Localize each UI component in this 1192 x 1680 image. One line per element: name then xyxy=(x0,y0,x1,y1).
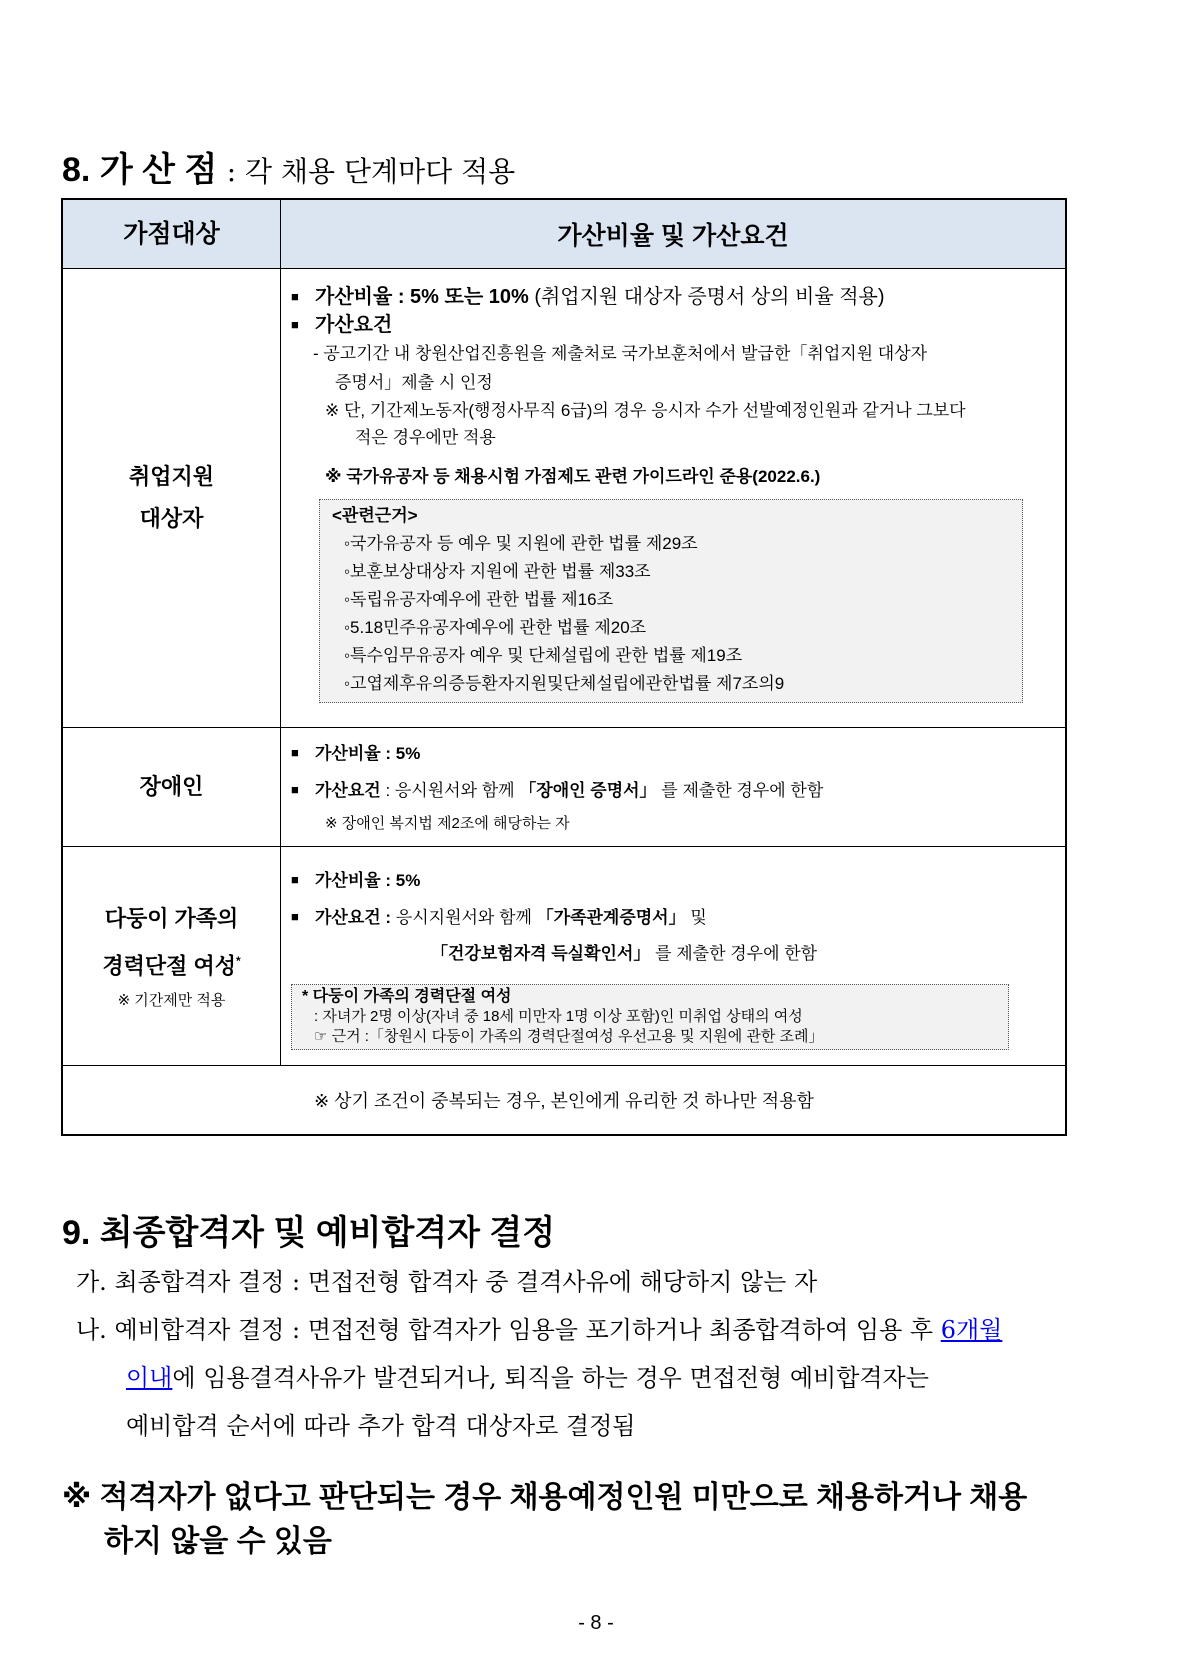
definition-title: * 다둥이 가족의 경력단절 여성 xyxy=(302,988,512,1005)
section-title: 가 산 점 xyxy=(99,151,218,189)
req-label: ■ 가산요건 xyxy=(291,311,1051,339)
item-b-line-1: 나. 예비합격자 결정 : 면접전형 합격자가 임용을 포기하거나 최종합격하여 임용 후 6개월 xyxy=(76,1316,1003,1344)
period-link-part-1[interactable]: 6개월 xyxy=(940,1316,1003,1344)
req-line-1: - 공고기간 내 창원산업진흥원을 제출처로 국가보훈처에서 발급한「취업지원 대상자 xyxy=(313,344,928,363)
criteria-cell xyxy=(281,269,1067,728)
section-9-heading: 9. 최종합격자 및 예비합격자 결정 xyxy=(62,1214,556,1252)
item-a: 가. 최종합격자 결정 : 면접전형 합격자 중 결격사유에 해당하지 않는 자 xyxy=(76,1268,818,1296)
criteria-cell xyxy=(281,728,1067,847)
criteria-cell xyxy=(281,847,1067,1066)
req-line-2: 증명서」제출 시 인정 xyxy=(335,373,493,392)
legal-basis-box xyxy=(319,499,1023,703)
section-number: 8. xyxy=(62,151,91,189)
note-line-1: ※ 단, 기간제노동자(행정사무직 6급)의 경우 응시자 수가 선발예정인원과 같거나 그보다 xyxy=(325,401,966,420)
section-subtitle: : 각 채용 단계마다 적용 xyxy=(226,155,516,188)
table-footer-row xyxy=(62,1066,1066,1136)
ratio-label: ■ 가산비율 : 5% 또는 10% xyxy=(291,286,529,308)
legal-basis-item: ◦고엽제후유의증등환자지원및단체설립에관한법률 제7조의9 xyxy=(344,674,785,693)
legal-basis-title: <관련근거> xyxy=(332,506,418,525)
table-footer-note: ※ 상기 조건이 중복되는 경우, 본인에게 유리한 것 하나만 적용함 xyxy=(62,1066,1066,1136)
warning-note: ※ 적격자가 없다고 판단되는 경우 채용예정인원 미만으로 채용하거나 채용 하지 않을 수 있음 xyxy=(62,1481,1028,1558)
ratio-note: (취업지원 대상자 증명서 상의 비율 적용) xyxy=(534,286,885,308)
disabled-note: ※ 장애인 복지법 제2조에 해당하는 자 xyxy=(325,815,570,832)
req-text-pre: 응시지원서와 함께 xyxy=(395,908,537,927)
section-8-heading xyxy=(62,142,515,191)
req-label: ■ 가산요건 xyxy=(291,781,381,800)
req-text-post: 를 제출한 경우에 한함 xyxy=(661,781,824,800)
item-b-line-2: 이내에 임용결격사유가 발견되거나, 퇴직을 하는 경우 면접전형 예비합격자는 xyxy=(126,1364,929,1392)
bonus-points-table xyxy=(61,198,1067,1136)
req-label: ■ 가산요건 : xyxy=(291,908,391,927)
req-text-bold: 「장애인 증명서」 xyxy=(519,781,657,800)
target-note: ※ 기간제만 적용 xyxy=(117,991,226,1009)
target-cell: 장애인 xyxy=(62,728,281,847)
target-cell: 취업지원 대상자 xyxy=(62,269,281,728)
req-text-post: 를 제출한 경우에 한함 xyxy=(655,944,818,963)
legal-basis-item: ◦국가유공자 등 예우 및 지원에 관한 법률 제29조 xyxy=(344,534,698,553)
header-target: 가점대상 xyxy=(62,199,281,269)
req-text-mid: 및 xyxy=(690,908,707,927)
guideline-note: ※ 국가유공자 등 채용시험 가점제도 관련 가이드라인 준용(2022.6.) xyxy=(325,467,821,486)
table-header-row xyxy=(62,199,1066,269)
definition-box xyxy=(291,984,1009,1050)
note-line-2: 적은 경우에만 적용 xyxy=(355,428,496,447)
table-row-disabled xyxy=(62,728,1066,847)
target-cell: 다둥이 가족의 경력단절 여성* ※ 기간제만 적용 xyxy=(62,847,281,1066)
ratio-label: ■ 가산비율 : 5% xyxy=(291,735,1051,772)
ratio-label: ■ 가산비율 : 5% xyxy=(291,862,1051,899)
legal-basis-item: ◦5.18민주유공자예우에 관한 법률 제20조 xyxy=(344,618,647,637)
req-text-bold-1: 「가족관계증명서」 xyxy=(536,908,686,927)
table-row-multi-child xyxy=(62,847,1066,1066)
legal-basis-item: ◦독립유공자예우에 관한 법률 제16조 xyxy=(344,590,614,609)
legal-basis-item: ◦보훈보상대상자 지원에 관한 법률 제33조 xyxy=(344,562,651,581)
page-number: - 8 - xyxy=(578,1612,614,1634)
req-text-bold-2: 「건강보험자격 득실확인서」 xyxy=(431,944,651,963)
legal-basis-item: ◦특수임무유공자 예우 및 단체설립에 관한 법률 제19조 xyxy=(344,646,743,665)
req-text-pre: : 응시원서와 함께 xyxy=(385,781,520,800)
period-link-part-2[interactable]: 이내 xyxy=(126,1364,173,1392)
header-criteria: 가산비율 및 가산요건 xyxy=(281,199,1067,269)
definition-basis: ☞ 근거 :「창원시 다둥이 가족의 경력단절여성 우선고용 및 지원에 관한 조례」 xyxy=(314,1028,824,1045)
definition-line: : 자녀가 2명 이상(자녀 중 18세 미만자 1명 이상 포함)인 미취업 상태의 여성 xyxy=(314,1008,803,1025)
item-b-line-3: 예비합격 순서에 따라 추가 합격 대상자로 결정됨 xyxy=(126,1412,636,1440)
table-row-employment-support xyxy=(62,269,1066,728)
